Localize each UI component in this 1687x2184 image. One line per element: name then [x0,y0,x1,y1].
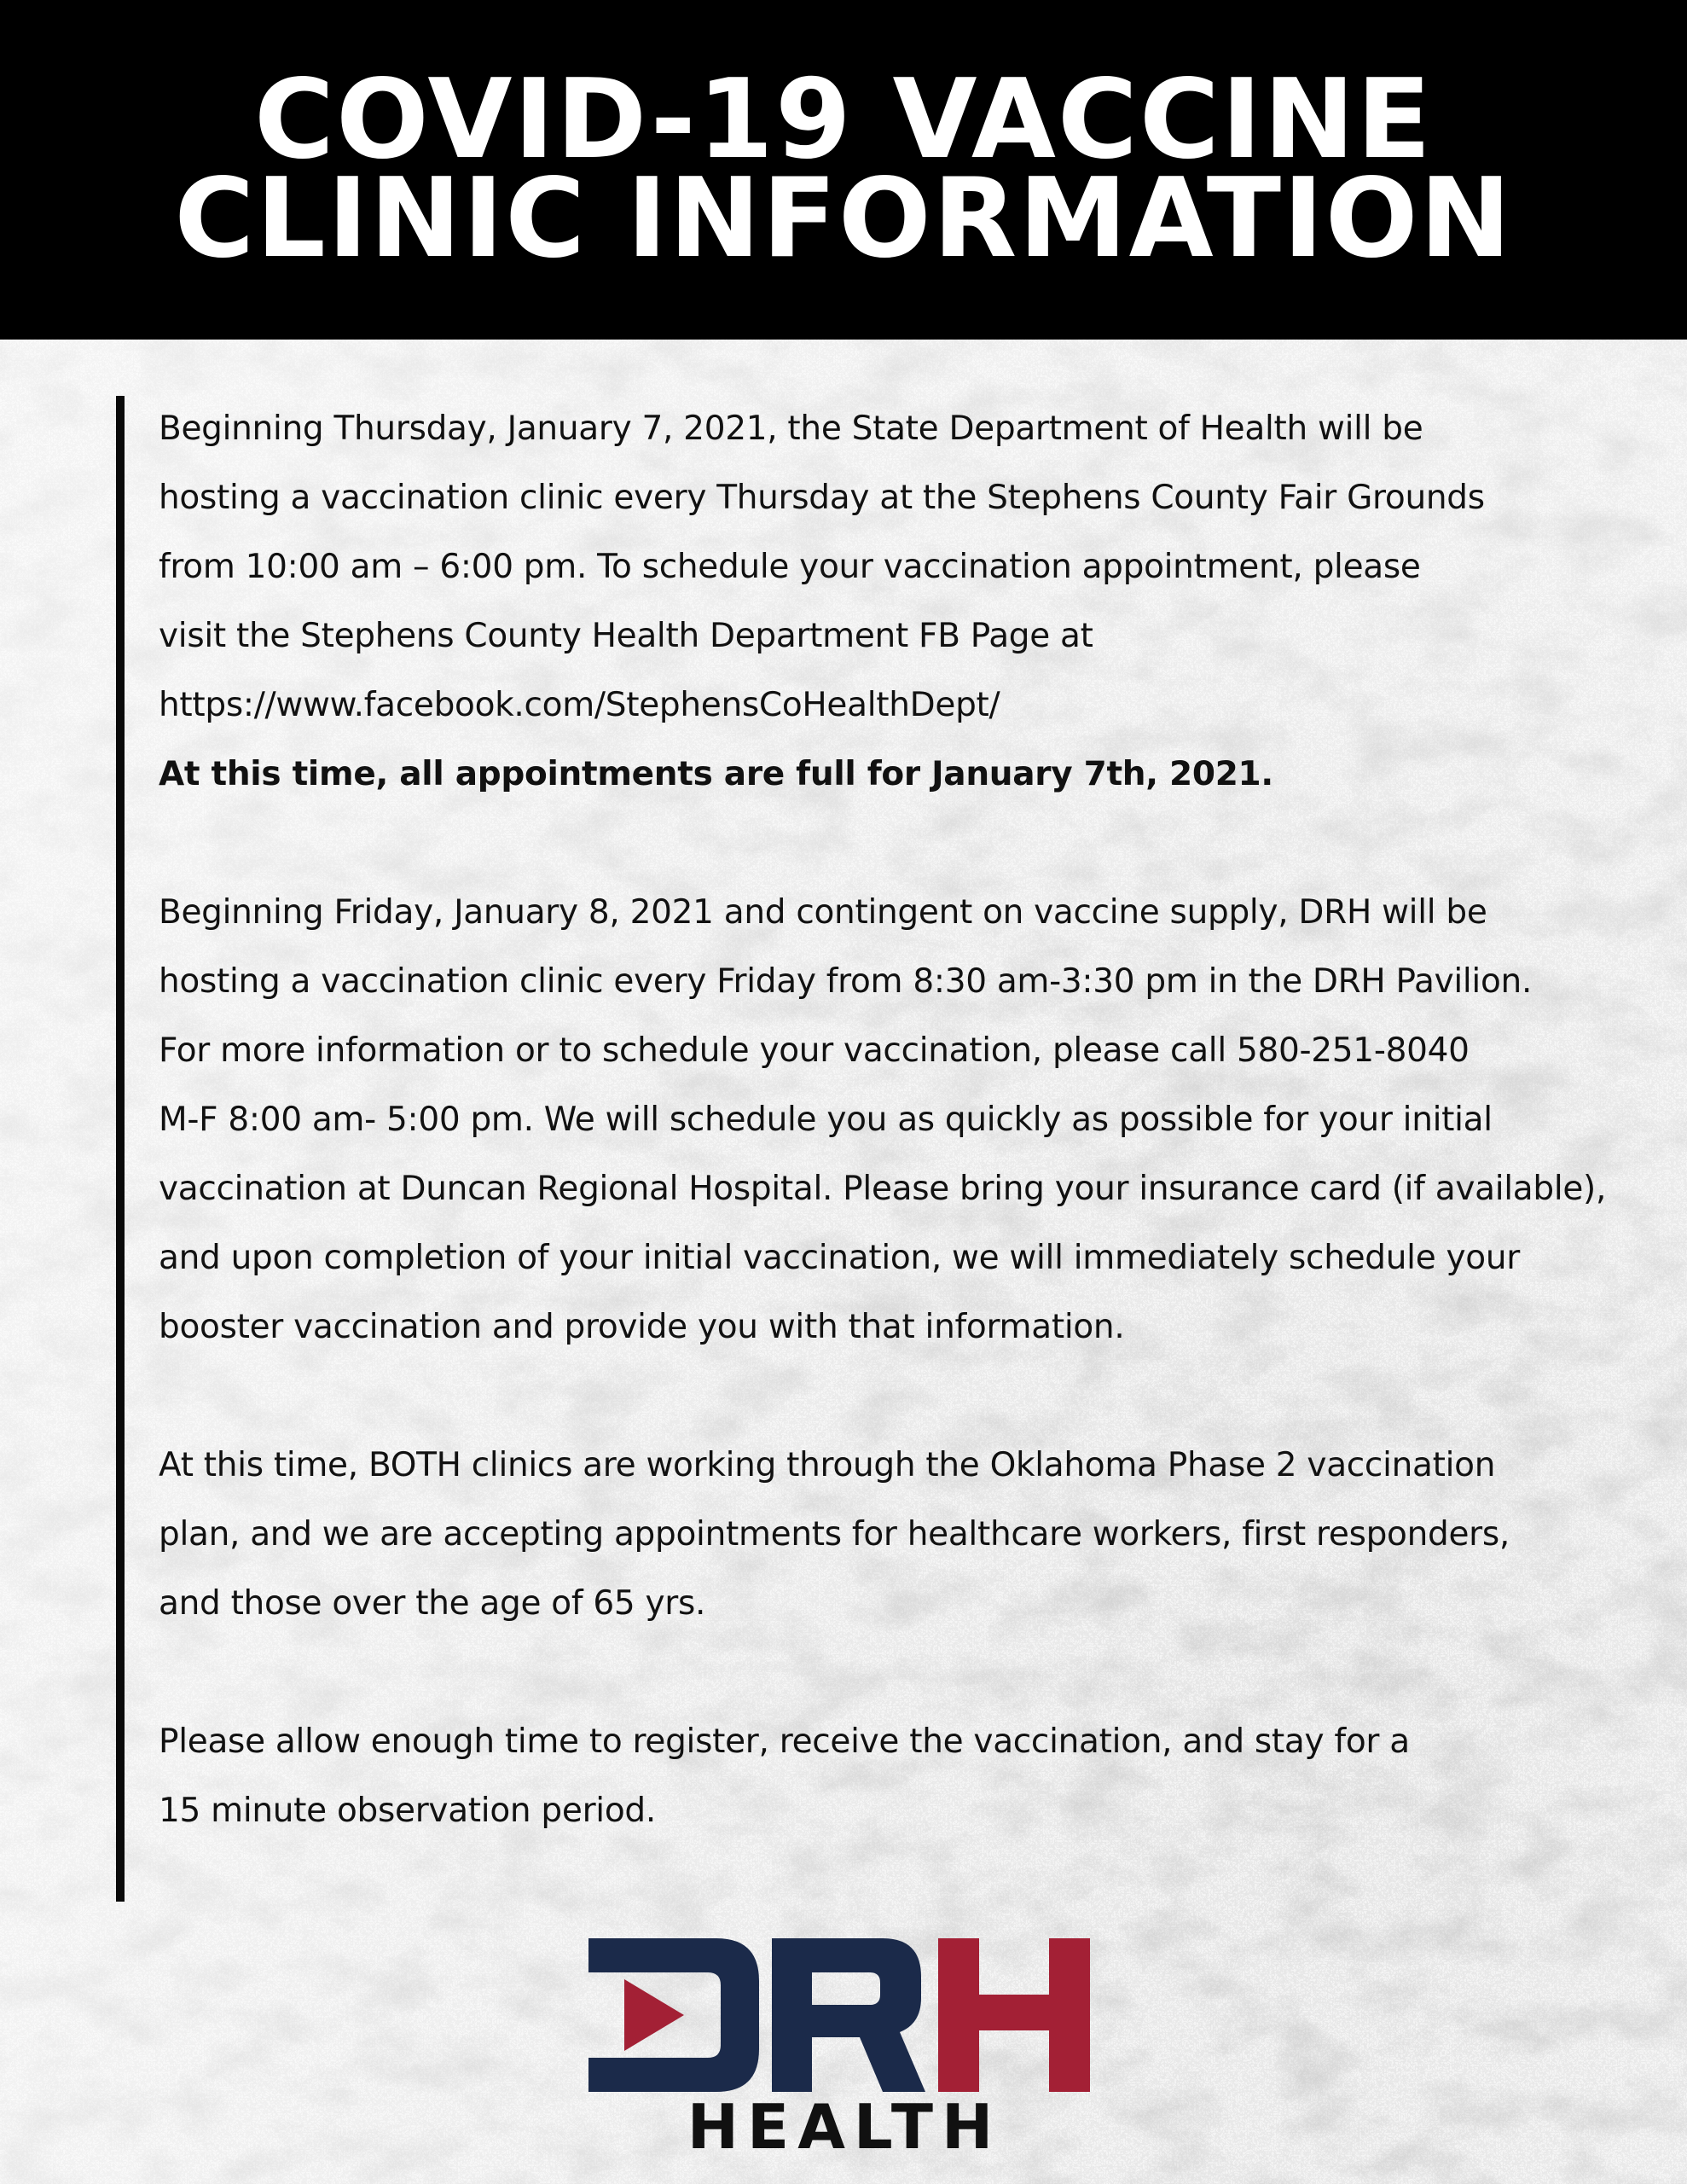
friday-clinic-paragraph [159,878,1660,1362]
phase-2-paragraph [159,1431,1660,1638]
drh-health-logo [588,1938,1100,2153]
logo-play-icon [624,1979,684,2051]
paragraph-line: vaccination at Duncan Regional Hospital. Please bring your insurance card (if available), [159,1170,1607,1208]
clinic-information-body [159,394,1660,1845]
facebook-link-text: https://www.facebook.com/StephensCoHealthDept/ [159,686,1000,724]
logo-r-letter [772,1938,925,2092]
paragraph-line: and upon completion of your initial vaccination, we will immediately schedule your [159,1239,1520,1277]
left-accent-bar [116,396,125,1902]
paragraph-line: from 10:00 am – 6:00 pm. To schedule your vaccination appointment, please [159,548,1421,586]
paragraph-line: For more information or to schedule your vaccination, please call 580-251-8040 [159,1031,1470,1070]
logo-health-wordmark: HEALTH [687,2091,1002,2153]
paragraph-line: booster vaccination and provide you with that information. [159,1308,1125,1346]
paragraph-line: Please allow enough time to register, receive the vaccination, and stay for a [159,1722,1410,1761]
paragraph-line: At this time, BOTH clinics are working through the Oklahoma Phase 2 vaccination [159,1446,1496,1484]
paragraph-line: 15 minute observation period. [159,1792,656,1830]
paragraph-line: visit the Stephens County Health Department FB Page at [159,617,1093,655]
page-title-line-2: CLINIC INFORMATION [174,155,1513,282]
paragraph-line: Beginning Thursday, January 7, 2021, the State Department of Health will be [159,410,1423,448]
title-banner [0,0,1687,340]
paragraph-line: hosting a vaccination clinic every Thursday at the Stephens County Fair Grounds [159,479,1485,517]
paragraph-line: M-F 8:00 am- 5:00 pm. We will schedule you as quickly as possible for your initial [159,1101,1493,1139]
paragraph-line: plan, and we are accepting appointments for healthcare workers, first responders, [159,1515,1510,1554]
page-title-line-1: COVID-19 VACCINE [254,56,1433,183]
logo-h-letter [938,1938,1090,2092]
appointments-full-notice: At this time, all appointments are full for January 7th, 2021. [159,755,1273,793]
paragraph-line: hosting a vaccination clinic every Friday from 8:30 am-3:30 pm in the DRH Pavilion. [159,962,1533,1001]
paragraph-line: Beginning Friday, January 8, 2021 and contingent on vaccine supply, DRH will be [159,893,1487,932]
observation-period-paragraph [159,1707,1660,1845]
paragraph-line: and those over the age of 65 yrs. [159,1584,706,1623]
thursday-clinic-paragraph [159,394,1660,809]
